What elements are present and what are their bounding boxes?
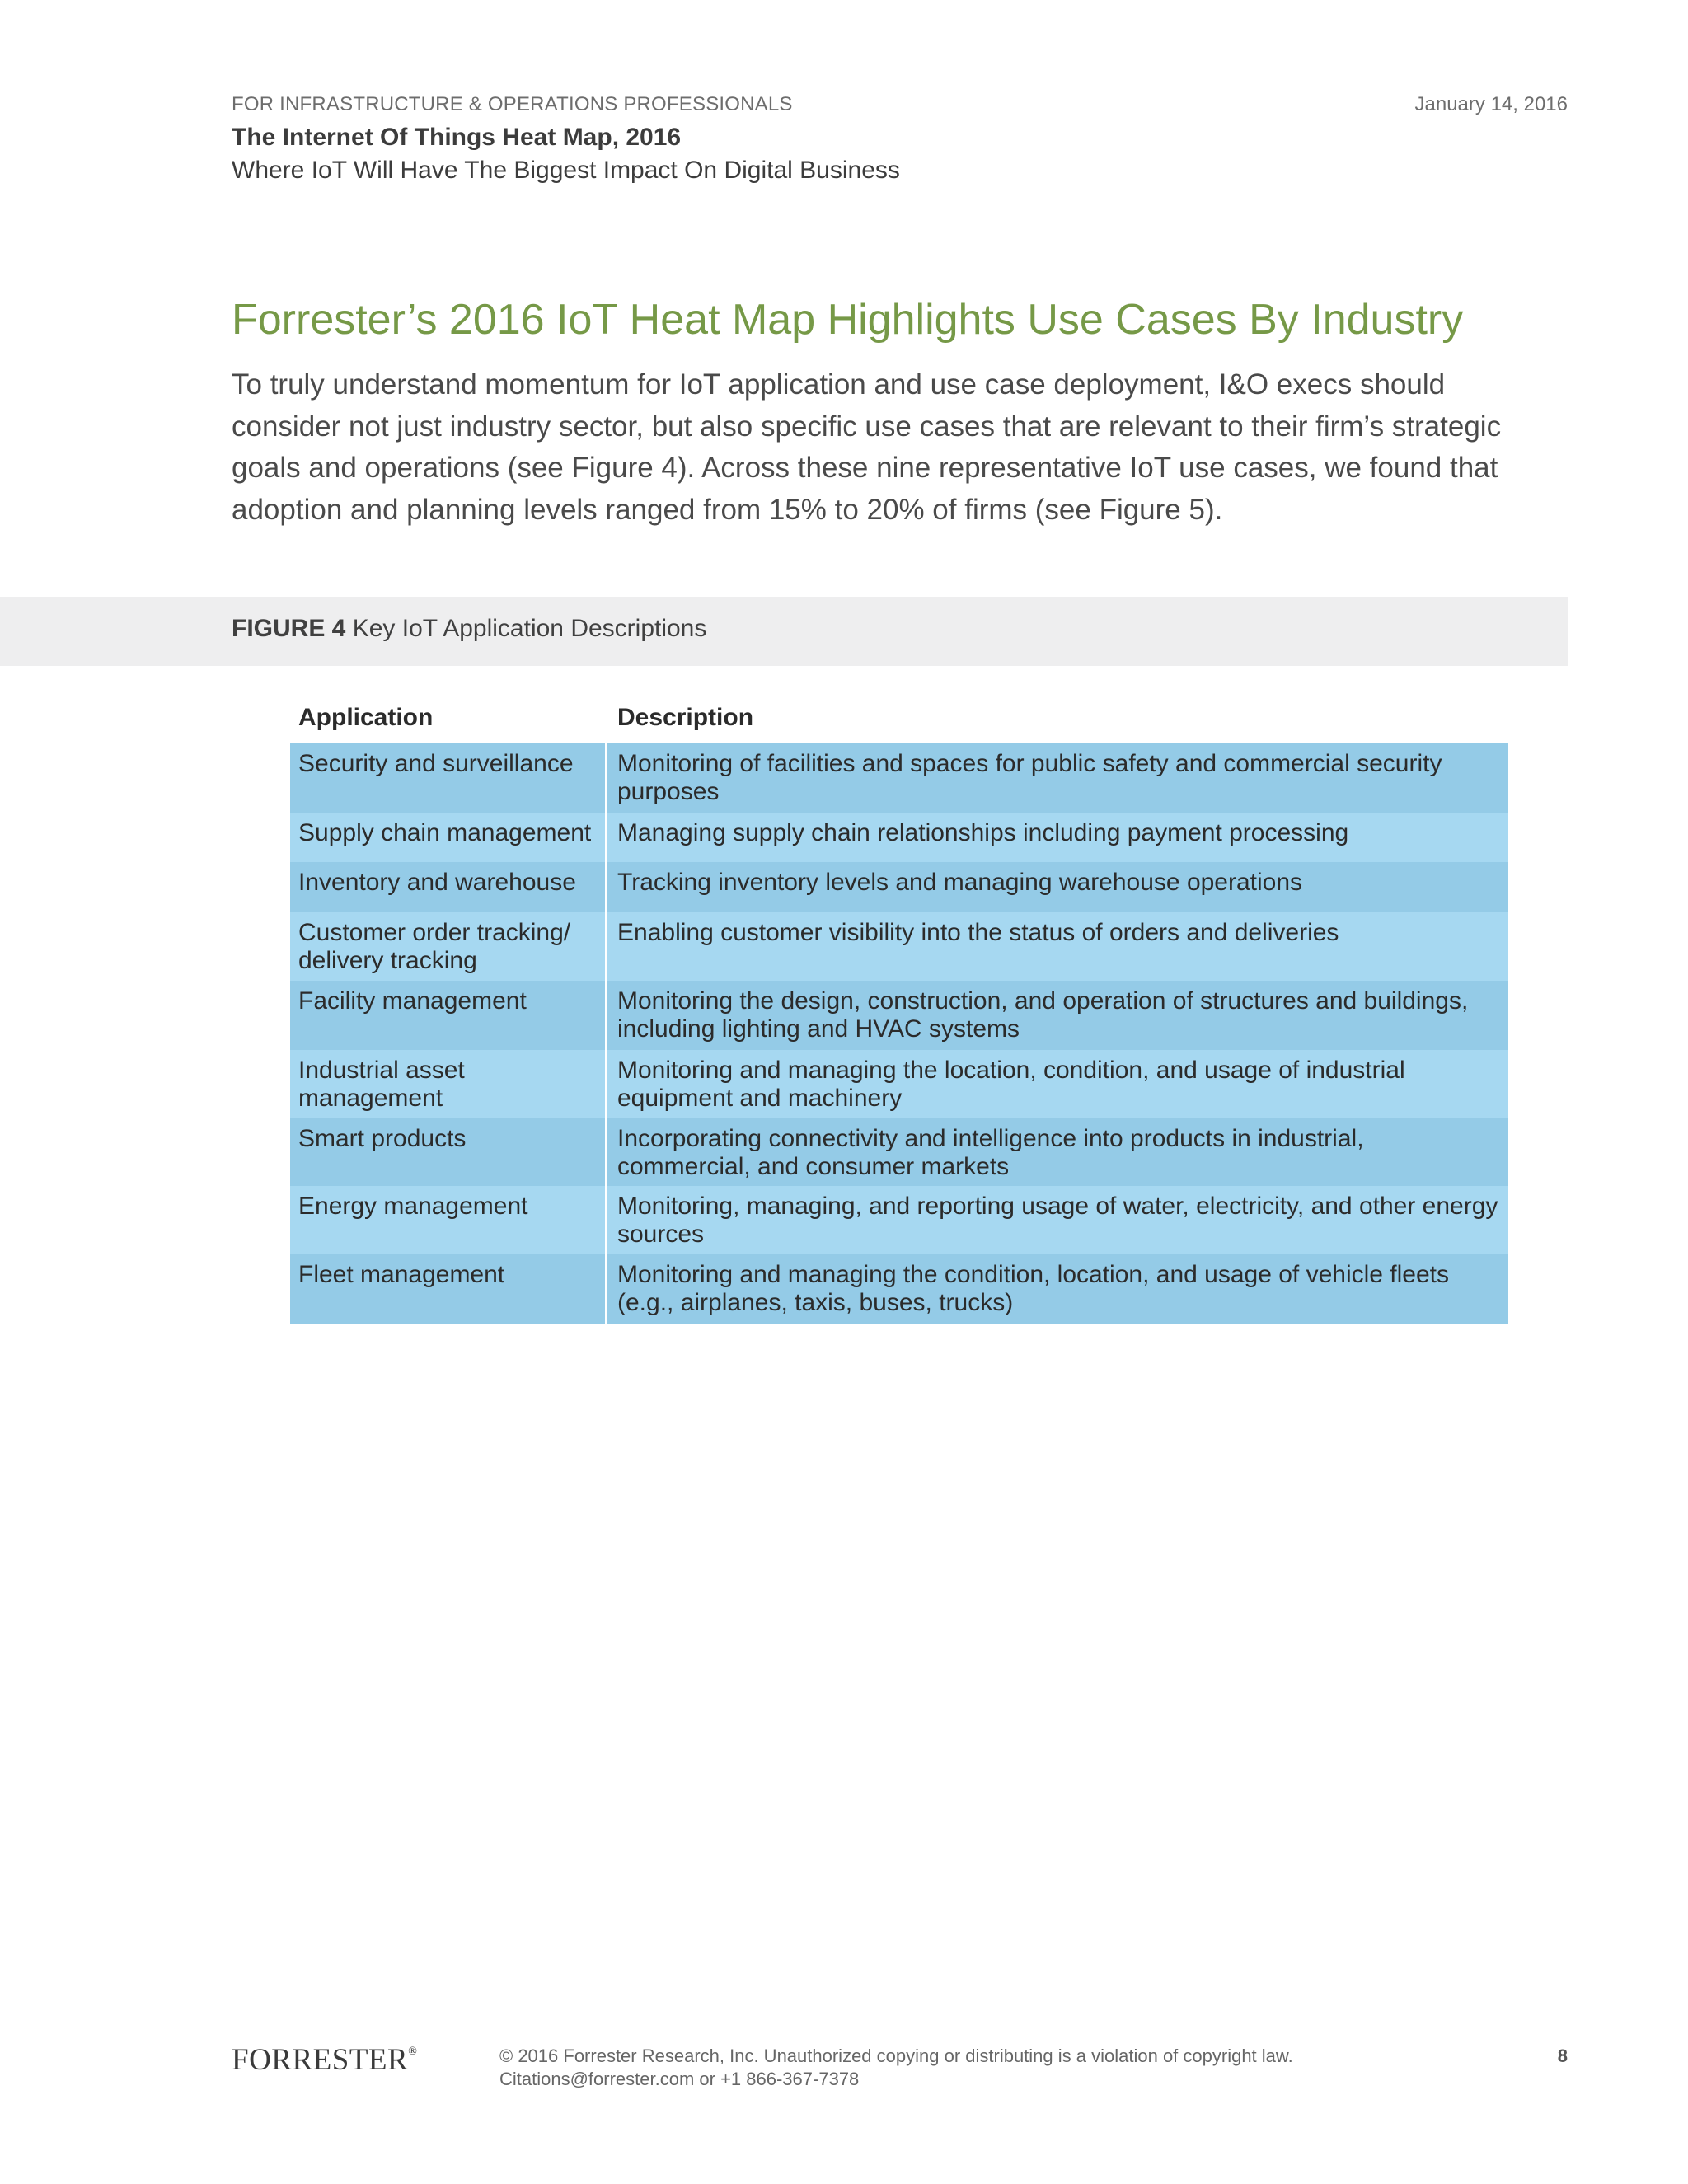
- description-cell: Managing supply chain relationships including payment processing: [605, 813, 1508, 862]
- forrester-logo: FORRESTER®: [232, 2043, 418, 2077]
- table-header-row: [290, 699, 1508, 743]
- application-cell: Inventory and warehouse: [298, 869, 576, 896]
- citations-contact: Citations@forrester.com or +1 866-367-7378: [499, 2069, 860, 2089]
- page-number: 8: [1557, 2046, 1568, 2066]
- application-cell: Fleet management: [298, 1261, 505, 1288]
- application-cell: Industrial asset management: [298, 1057, 465, 1112]
- description-cell: Monitoring the design, construction, and operation of structures and buildings, including lighting and HVAC systems: [605, 981, 1508, 1050]
- column-header-description: Description: [617, 704, 754, 731]
- application-cell: Smart products: [298, 1125, 467, 1152]
- application-cell: Security and surveillance: [298, 750, 574, 777]
- description-cell: Monitoring of facilities and spaces for public safety and commercial security purposes: [605, 743, 1508, 813]
- table-row: [290, 1050, 1508, 1118]
- report-date: January 14, 2016: [1414, 93, 1568, 115]
- description-cell: Tracking inventory levels and managing warehouse operations: [605, 862, 1508, 912]
- application-cell: Supply chain management: [298, 819, 592, 846]
- application-cell: Customer order tracking/ delivery tracking: [298, 919, 571, 974]
- report-subtitle: Where IoT Will Have The Biggest Impact On Digital Business: [232, 157, 900, 184]
- application-cell: Facility management: [298, 987, 527, 1015]
- intro-paragraph: To truly understand momentum for IoT application and use case deployment, I&O execs should consider not just industry sector, but also specific use cases that are relevant to their firm’s strategic goals and operations (see Figure 4). Across these nine representative IoT use cases, we found that adoption and planning levels ranged from 15% to 20% of firms (see Figure 5).: [232, 368, 1502, 526]
- description-cell: Monitoring, managing, and reporting usage of water, electricity, and other energy sources: [605, 1186, 1508, 1254]
- applications-table: [290, 699, 1508, 1324]
- table-row: [290, 1186, 1508, 1254]
- application-cell: Energy management: [298, 1193, 528, 1220]
- table-row: [290, 981, 1508, 1050]
- report-title: The Internet Of Things Heat Map, 2016: [232, 124, 682, 151]
- description-cell: Monitoring and managing the condition, location, and usage of vehicle fleets (e.g., airplanes, taxis, buses, trucks): [605, 1254, 1508, 1324]
- table-row: [290, 862, 1508, 912]
- report-kicker: FOR INFRASTRUCTURE & OPERATIONS PROFESSIONALS: [232, 93, 793, 115]
- description-cell: Incorporating connectivity and intelligence into products in industrial, commercial, and consumer markets: [605, 1118, 1508, 1186]
- description-cell: Enabling customer visibility into the status of orders and deliveries: [605, 912, 1508, 981]
- figure-caption: [232, 615, 706, 643]
- section-title: Forrester’s 2016 IoT Heat Map Highlights Use Cases By Industry: [232, 296, 1464, 344]
- table-row: [290, 813, 1508, 862]
- table-row: [290, 1254, 1508, 1324]
- figure-label: FIGURE 4: [232, 615, 346, 642]
- figure-caption-text: Key IoT Application Descriptions: [352, 615, 707, 642]
- table-row: [290, 912, 1508, 981]
- table-row: [290, 1118, 1508, 1186]
- table-row: [290, 743, 1508, 813]
- column-header-application: Application: [298, 704, 434, 731]
- description-cell: Monitoring and managing the location, condition, and usage of industrial equipment and machinery: [605, 1050, 1508, 1118]
- copyright-notice: © 2016 Forrester Research, Inc. Unauthorized copying or distributing is a violation of copyright law.: [499, 2046, 1293, 2066]
- figure-caption-bar: [0, 597, 1568, 666]
